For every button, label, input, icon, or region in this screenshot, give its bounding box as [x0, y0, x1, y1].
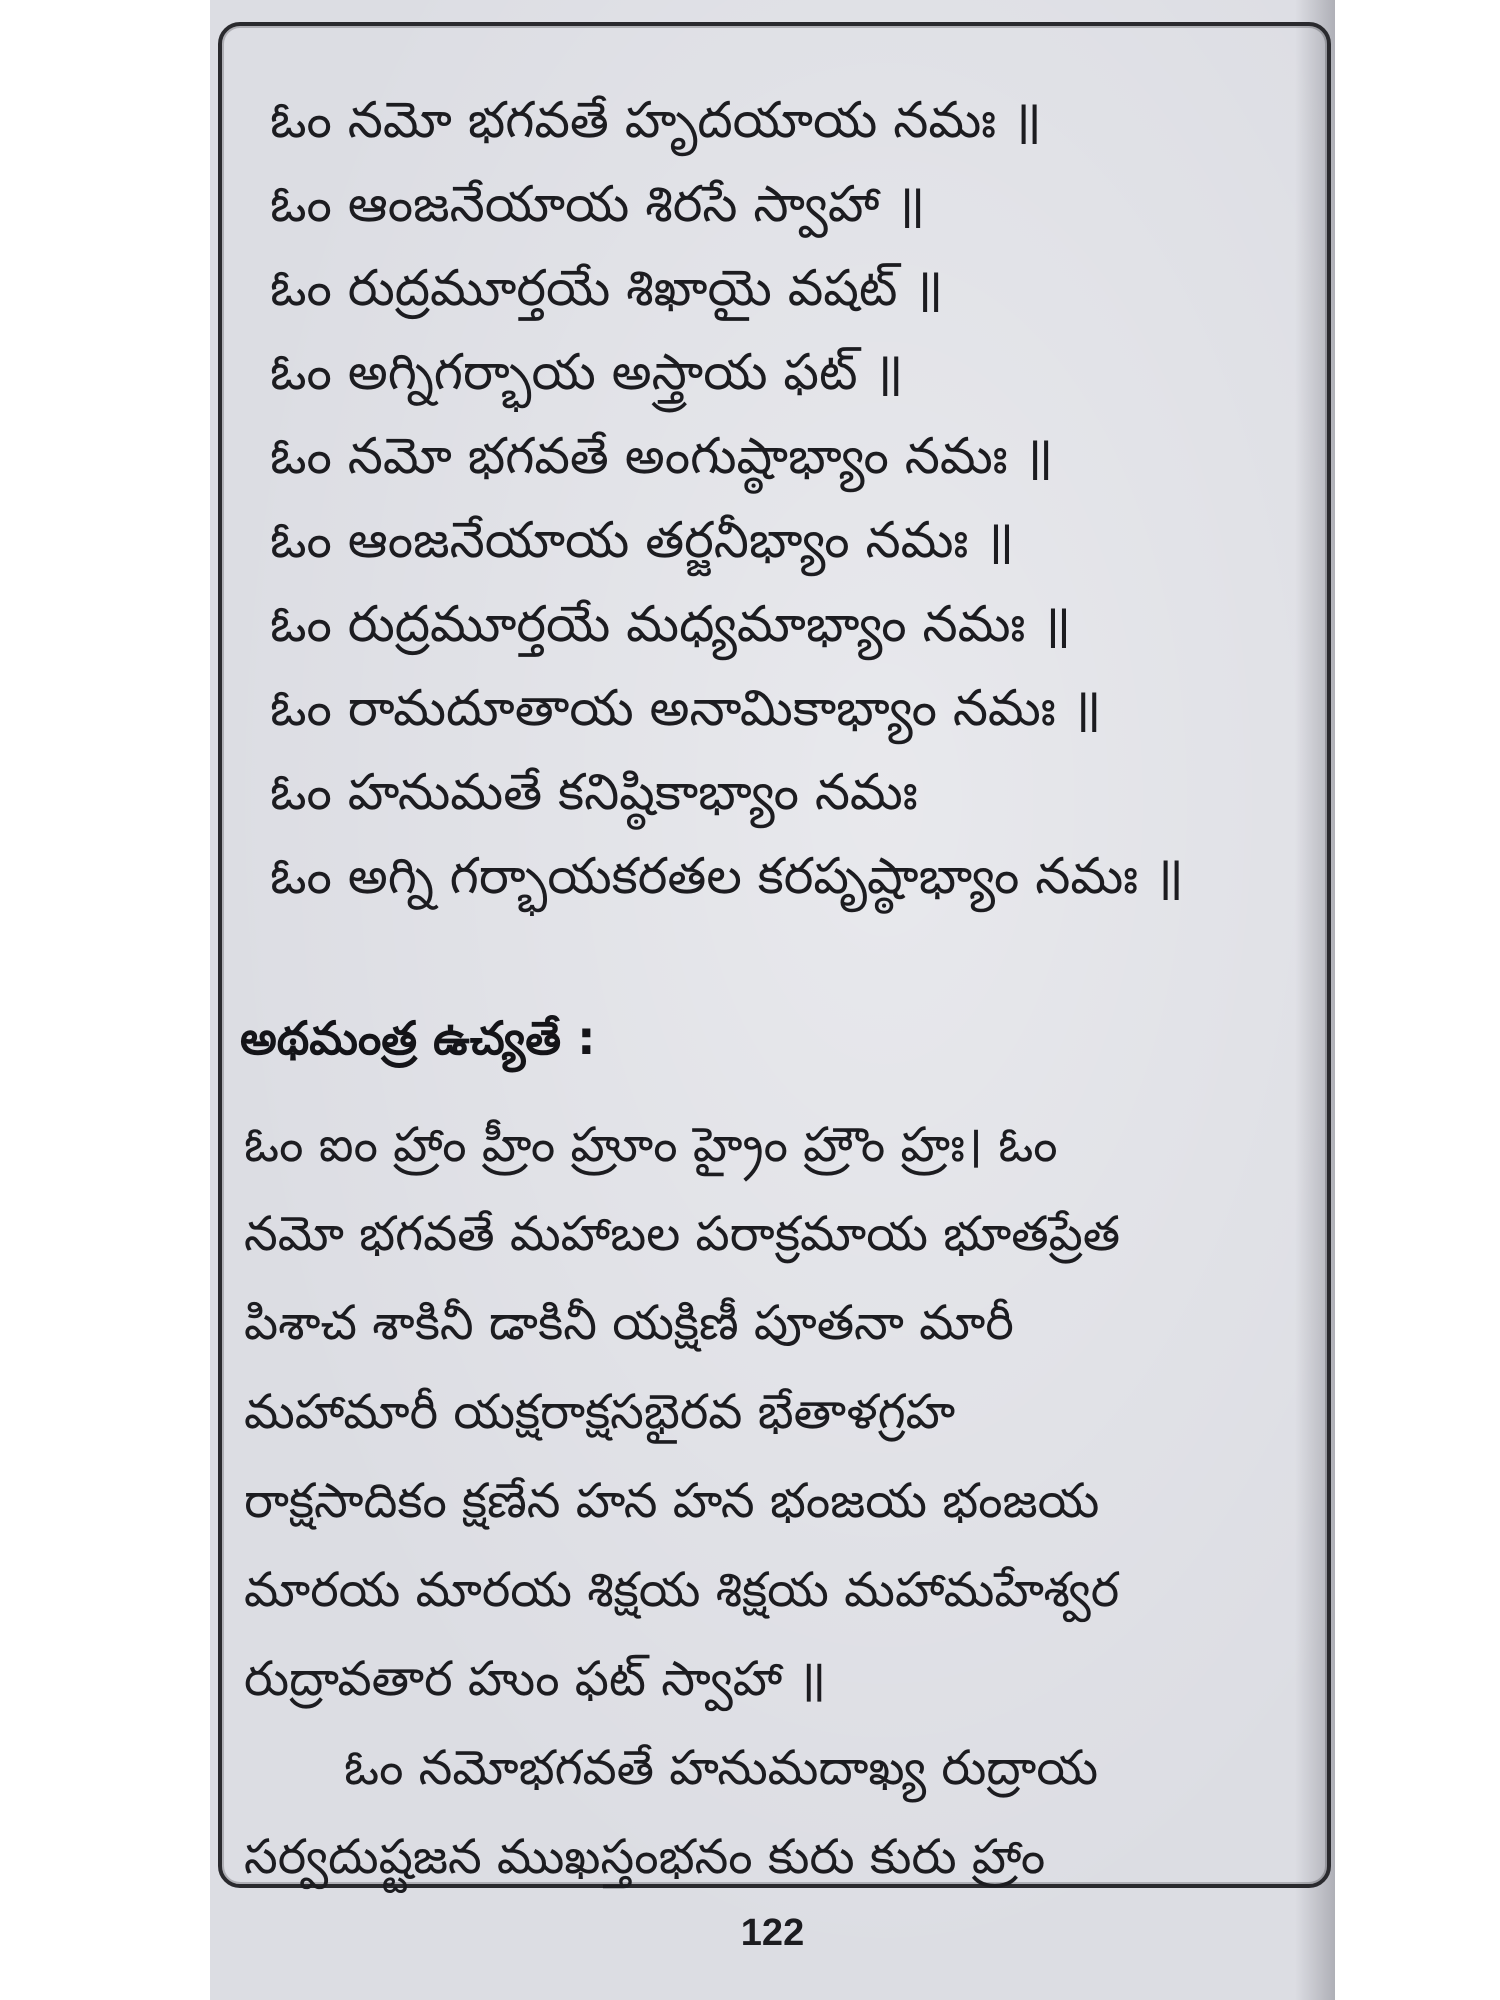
- mantra-line: నమో భగవతే మహాబల పరాక్రమాయ భూతప్రేత: [244, 1206, 1121, 1262]
- verse-line: ఓం అగ్ని గర్భాయకరతల కరపృష్ఠాభ్యాం నమః ॥: [270, 847, 1184, 905]
- verse-line: ఓం హనుమతే కనిష్ఠికాభ్యాం నమః: [270, 763, 918, 821]
- verse-line: ఓం రామదూతాయ అనామికాభ్యాం నమః ॥: [270, 679, 1102, 737]
- verse-line: ఓం ఆంజనేయాయ తర్జనీభ్యాం నమః ॥: [270, 511, 1015, 569]
- mantra-line: ఓం ఐం హ్రాం హ్రీం హ్రూం హ్రైం హ్రౌం హ్రః। ఓం: [244, 1117, 1058, 1173]
- verse-line: ఓం రుద్రమూర్తయే మధ్యమాభ్యాం నమః ॥: [270, 595, 1072, 653]
- section-heading: అథమంత్ర ఉచ్యతే :: [240, 1011, 596, 1065]
- page-number: 122: [740, 1912, 805, 1954]
- mantra-line: రాక్షసాదికం క్షణేన హన హన భంజయ భంజయ: [244, 1473, 1100, 1529]
- mantra-line: రుద్రావతార హుం ఫట్ స్వాహా ॥: [244, 1651, 827, 1707]
- verse-line: ఓం రుద్రమూర్తయే శిఖాయై వషట్ ॥: [270, 259, 944, 317]
- verse-line: ఓం అగ్నిగర్భాయ అస్త్రాయ ఫట్ ॥: [270, 343, 904, 401]
- mantra-paragraph: [244, 1101, 1334, 1902]
- mantra-line: పిశాచ శాకినీ డాకినీ యక్షిణీ పూతనా మారీ: [244, 1295, 1014, 1351]
- text-border-frame: [218, 22, 1331, 1888]
- mantra-line: ఓం నమోభగవతే హనుమదాఖ్య రుద్రాయ: [344, 1740, 1099, 1796]
- verse-line: ఓం నమో భగవతే అంగుష్ఠాభ్యాం నమః ॥: [270, 427, 1054, 485]
- nyasa-verses: [270, 78, 1330, 918]
- verse-line: ఓం ఆంజనేయాయ శిరసే స్వాహా ॥: [270, 175, 926, 233]
- book-page: [210, 0, 1335, 2000]
- verse-line: ఓం నమో భగవతే హృదయాయ నమః ॥: [270, 91, 1042, 149]
- mantra-line: సర్వదుష్టజన ముఖస్తంభనం కురు కురు హ్రాం: [244, 1829, 1046, 1885]
- mantra-line: మారయ మారయ శిక్షయ శిక్షయ మహామహేశ్వర: [244, 1562, 1120, 1618]
- mantra-line: మహామారీ యక్షరాక్షసభైరవ భేతాళగ్రహ: [244, 1384, 956, 1440]
